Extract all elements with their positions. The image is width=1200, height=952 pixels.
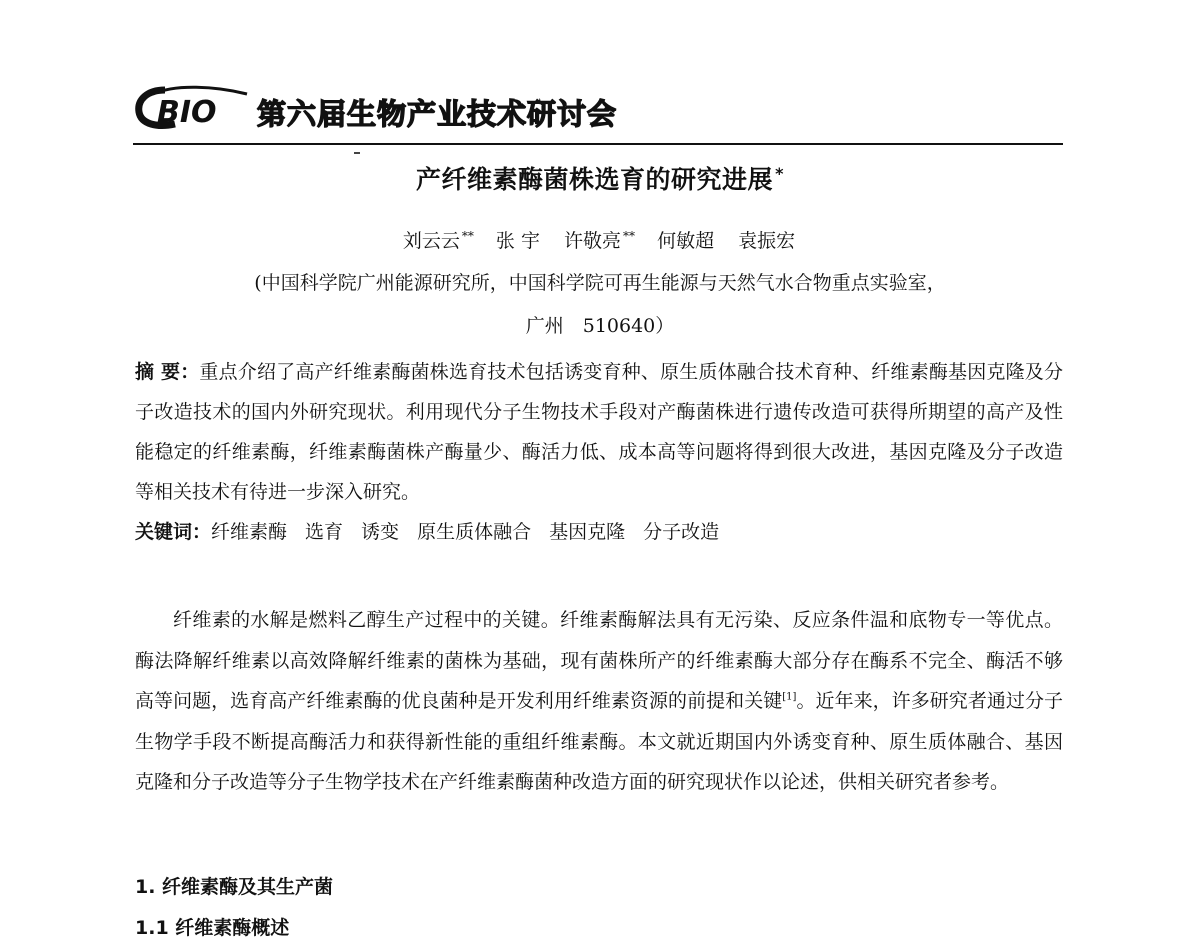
keyword: 选育 bbox=[305, 521, 344, 543]
section-heading-1: 1. 纤维素酶及其生产菌 bbox=[135, 876, 334, 898]
author: 袁振宏 bbox=[738, 230, 796, 252]
intro-text-part1: 纤维素的水解是燃料乙醇生产过程中的关键。纤维素酶解法具有无污染、反应条件温和底物专一等优点。酶法降解纤维素以高效降解纤维素的菌株为基础，现有菌株所产的纤维素酶大部分存在酶系不完全、酶活不够高等问题，选育高产纤维素酶的优良菌种是开发利用纤维素资源的前提和关键 bbox=[135, 609, 1063, 712]
bio-logo-icon bbox=[135, 84, 253, 130]
keyword: 分子改造 bbox=[643, 521, 720, 543]
affiliation-line-1: (中国科学院广州能源研究所，中国科学院可再生能源与天然气水合物重点实验室， bbox=[254, 272, 946, 294]
keyword: 基因克隆 bbox=[549, 521, 626, 543]
keywords-label: 关键词： bbox=[135, 521, 212, 543]
abstract-text: 重点介绍了高产纤维素酶菌株选育技术包括诱变育种、原生质体融合技术育种、纤维素酶基因克隆及分子改造技术的国内外研究现状。利用现代分子生物技术手段对产酶菌株进行遗传改造可获得所期望的高产及性能稳定的纤维素酶，纤维素酶菌株产酶量少、酶活力低、成本高等问题将得到很大改进，基因克隆及分子改造等相关技术有待进一步深入研究。 bbox=[135, 361, 1063, 503]
abstract bbox=[135, 352, 1063, 512]
keyword: 纤维素酶 bbox=[211, 521, 288, 543]
header-rule bbox=[133, 143, 1063, 145]
author: 张 宇 bbox=[495, 230, 540, 252]
paper-title-text: 产纤维素酶菌株选育的研究进展 bbox=[416, 165, 774, 194]
affiliation-line-2: 广州 510640） bbox=[525, 315, 675, 337]
author: 刘云云 ** bbox=[402, 228, 474, 252]
keywords bbox=[135, 517, 737, 544]
intro-text-part2: 。近年来，许多研究者通过分子生物学手段不断提高酶活力和获得新性能的重组纤维素酶。本文就近期国内外诱变育种、原生质体融合、基因克隆和分子改造等分子生物学技术在产纤维素酶菌种改造方面的研究现状作以论述，供相关研究者参考。 bbox=[135, 690, 1063, 793]
conference-header bbox=[135, 84, 1065, 134]
keyword: 诱变 bbox=[361, 521, 400, 543]
logo-text: BIO bbox=[157, 95, 217, 130]
title-footnote-mark: * bbox=[775, 163, 784, 183]
author: 许敬亮 ** bbox=[564, 228, 636, 252]
author-mark: ** bbox=[461, 228, 474, 243]
abstract-label: 摘 要： bbox=[135, 361, 200, 383]
author-mark: ** bbox=[623, 228, 636, 243]
scan-speck bbox=[354, 152, 360, 154]
citation-ref: [1] bbox=[782, 691, 797, 703]
paper-title bbox=[0, 160, 1200, 196]
author-list bbox=[0, 226, 1200, 253]
author: 何敏超 bbox=[657, 230, 715, 252]
keyword: 原生质体融合 bbox=[417, 521, 532, 543]
section-heading-1-1: 1.1 纤维素酶概述 bbox=[135, 917, 290, 939]
intro-paragraph bbox=[135, 600, 1063, 803]
conference-title: 第六届生物产业技术研讨会 bbox=[257, 97, 618, 131]
